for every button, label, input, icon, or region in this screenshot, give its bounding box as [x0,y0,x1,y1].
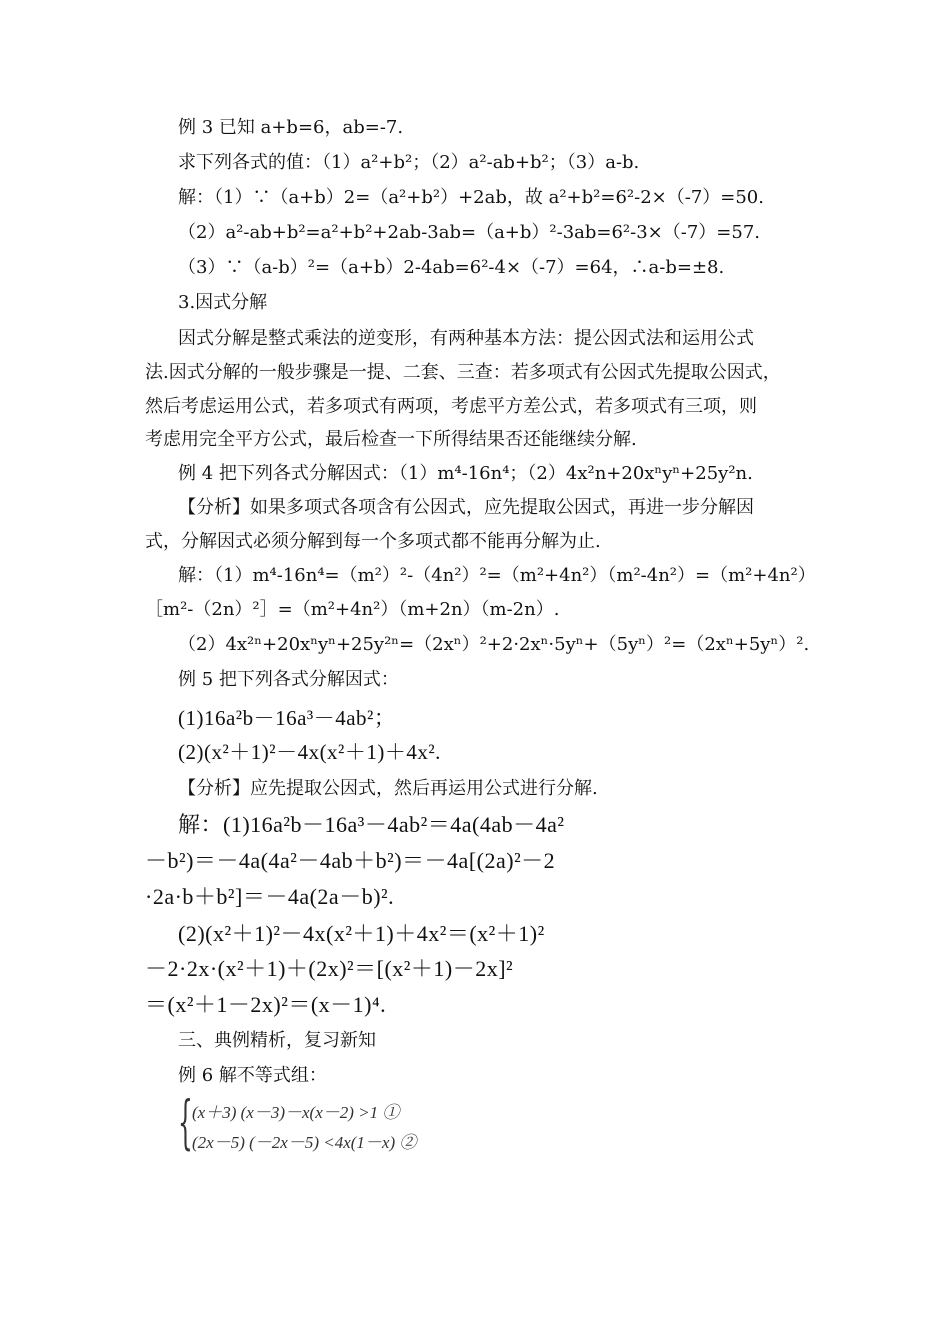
example-4-analysis: 【分析】如果多项式各项含有公因式，应先提取公因式，再进一步分解因 [178,497,754,518]
inequality-1: (x＋3) (x－3)－x(x－2) >1 ① [192,1103,400,1122]
example-5-solution-2-end: ＝(x²＋1－2x)²＝(x－1)⁴. [145,992,387,1017]
example-3-solution-3: （3）∵（a-b）²=（a+b）2-4ab=6²-4×（-7）=64，∴a-b=±8. [178,257,725,278]
example-5-solution-1: 解：(1)16a²b－16a³－4ab²＝4a(4ab－4a² [178,812,565,837]
example-5-solution-1-end: ·2a·b＋b²]＝－4a(2a－b)². [145,884,395,909]
example-4-title: 例 4 把下列各式分解因式：（1）m⁴-16n⁴；（2）4x²n+20xⁿyⁿ+25y²n. [178,463,753,484]
section-heading-factoring: 3.因式分解 [178,292,268,313]
inequality-2: (2x－5) (－2x－5) <4x(1－x) ② [192,1133,417,1152]
example-4-solution-1: 解：（1）m⁴-16n⁴=（m²）²-（4n²）²=（m²+4n²）（m²-4n²）=（m²+4n²） [178,565,816,586]
paragraph-line: 然后考虑运用公式，若多项式有两项，考虑平方差公式，若多项式有三项，则 [145,396,757,417]
example-6-title: 例 6 解不等式组： [178,1065,327,1086]
inequality-system [178,1088,478,1156]
example-3-question: 求下列各式的值：（1）a²+b²；（2）a²-ab+b²；（3）a-b. [178,152,640,173]
paragraph-line: 因式分解是整式乘法的逆变形，有两种基本方法：提公因式法和运用公式 [178,328,754,349]
example-3-solution-1: 解：（1）∵（a+b）2=（a²+b²）+2ab，故 a²+b²=6²-2×（-7）=50. [178,187,764,208]
example-5-solution-2-cont: －2·2x·(x²＋1)＋(2x)²＝[(x²＋1)－2x]² [145,956,514,981]
example-5-analysis: 【分析】应先提取公因式，然后再运用公式进行分解. [178,778,598,799]
section-heading-examples: 三、典例精析，复习新知 [178,1030,376,1051]
example-5-solution-1-cont: －b²)＝－4a(4a²－4ab＋b²)＝－4a[(2a)²－2 [145,848,556,873]
example-4-analysis-cont: 式，分解因式必须分解到每一个多项式都不能再分解为止. [145,531,601,552]
example-3-title: 例 3 已知 a+b=6，ab=-7. [178,117,404,138]
system-brace: { [178,1088,193,1156]
example-5-problem-2: (2)(x²＋1)²－4x(x²＋1)＋4x². [178,740,441,764]
example-5-title: 例 5 把下列各式分解因式： [178,669,399,690]
paragraph-line: 法.因式分解的一般步骤是一提、二套、三查：若多项式有公因式先提取公因式， [145,362,781,383]
example-5-solution-2: (2)(x²＋1)²－4x(x²＋1)＋4x²＝(x²＋1)² [178,921,545,946]
example-5-problem-1: (1)16a²b－16a³－4ab²； [178,706,396,730]
example-4-solution-1-cont: ［m²-（2n）²］=（m²+4n²）（m+2n）（m-2n）. [145,599,560,620]
example-3-solution-2: （2）a²-ab+b²=a²+b²+2ab-3ab=（a+b）²-3ab=6²-3×（-7）=57. [178,222,761,243]
example-4-solution-2: （2）4x²ⁿ+20xⁿyⁿ+25y²ⁿ=（2xⁿ）²+2·2xⁿ·5yⁿ+（5yⁿ）²=（2xⁿ+5yⁿ）². [178,634,810,655]
paragraph-line: 考虑用完全平方公式，最后检查一下所得结果否还能继续分解. [145,429,637,450]
